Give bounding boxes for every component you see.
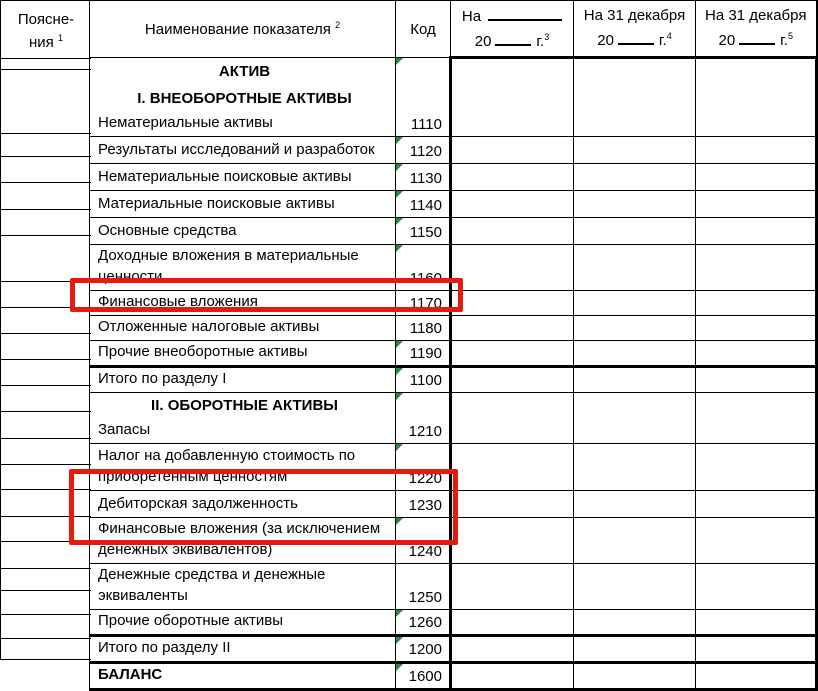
- code-cell: 1160: [396, 245, 451, 291]
- section-header: АКТИВ: [218, 63, 271, 80]
- table-row: [90, 367, 817, 393]
- table-row: [90, 663, 817, 690]
- value-cell-col1[interactable]: [451, 137, 574, 164]
- grid-line: [1, 438, 91, 439]
- indicator-cell: [90, 58, 396, 137]
- value-cell-col1[interactable]: [451, 564, 574, 610]
- code-cell: 1600: [396, 663, 451, 690]
- date-footnote-mark: 4: [666, 31, 672, 41]
- grid-line: [1, 411, 91, 412]
- value-cell-col2[interactable]: [574, 636, 696, 663]
- indicator-cell: [90, 367, 396, 393]
- value-cell-col1[interactable]: [451, 164, 574, 191]
- table-row: [90, 316, 817, 341]
- table-row: [90, 518, 817, 564]
- value-cell-col1[interactable]: [451, 316, 574, 341]
- value-cell-col3[interactable]: [696, 316, 817, 341]
- code-cell: 1210: [396, 393, 451, 444]
- value-cell-col1[interactable]: [451, 58, 574, 137]
- date-column-header: [451, 1, 574, 58]
- code-cell: 1180: [396, 316, 451, 341]
- date-header-line1: На 31 декабря: [583, 7, 686, 24]
- value-cell-col3[interactable]: [696, 636, 817, 663]
- row-label: Доходные вложения в материальные ценности: [98, 247, 359, 285]
- value-cell-col2[interactable]: [574, 564, 696, 610]
- value-cell-col3[interactable]: [696, 444, 817, 491]
- row-label: Запасы: [98, 421, 151, 438]
- code-cell: 1230: [396, 491, 451, 518]
- value-cell-col2[interactable]: [574, 491, 696, 518]
- section-header: I. ВНЕОБОРОТНЫЕ АКТИВЫ: [137, 90, 352, 107]
- grid-line: [1, 156, 91, 157]
- date-header-line2: 20 г.$^3$: [474, 31, 550, 50]
- date-column-header: [574, 1, 696, 58]
- table-row: [90, 491, 817, 518]
- value-cell-col2[interactable]: [574, 444, 696, 491]
- row-label: Материальные поисковые активы: [98, 195, 335, 212]
- grid-line: [1, 359, 91, 360]
- row-label: Нематериальные поисковые активы: [98, 168, 352, 185]
- explanations-header: [1, 1, 91, 58]
- value-cell-col3[interactable]: [696, 164, 817, 191]
- grid-line: [1, 133, 91, 134]
- row-label: Отложенные налоговые активы: [98, 318, 320, 335]
- indicator-cell: [90, 137, 396, 164]
- value-cell-col1[interactable]: [451, 393, 574, 444]
- explanations-column: [0, 0, 90, 660]
- table-row: [90, 341, 817, 367]
- row-label: БАЛАНС: [98, 666, 163, 683]
- grid-line: [1, 385, 91, 386]
- blank-underline: [488, 6, 562, 21]
- value-cell-col2[interactable]: [574, 316, 696, 341]
- value-cell-col3[interactable]: [696, 291, 817, 316]
- date-header-line1: На 31 декабря: [705, 7, 807, 24]
- table-row: [90, 291, 817, 316]
- row-label: Итого по разделу I: [98, 370, 227, 387]
- grid-line: [1, 489, 91, 490]
- indicator-cell: [90, 341, 396, 367]
- table-row: [90, 137, 817, 164]
- date-header-line2: 20 г.$^5$: [718, 31, 793, 49]
- value-cell-col2[interactable]: [574, 58, 696, 137]
- grid-line: [1, 464, 91, 465]
- indicator-cell: [90, 663, 396, 690]
- value-cell-col2[interactable]: [574, 610, 696, 636]
- table-row: [90, 218, 817, 245]
- value-cell-col1[interactable]: [451, 663, 574, 690]
- grid-line: [1, 235, 91, 236]
- value-cell-col2[interactable]: [574, 245, 696, 291]
- value-cell-col2[interactable]: [574, 218, 696, 245]
- code-cell: 1150: [396, 218, 451, 245]
- indicator-cell: [90, 245, 396, 291]
- value-cell-col2[interactable]: [574, 367, 696, 393]
- indicator-cell: [90, 218, 396, 245]
- date-footnote-mark: 5: [787, 31, 793, 41]
- date-header-line1: На: [451, 6, 573, 27]
- value-cell-col2[interactable]: [574, 663, 696, 690]
- row-label: Налог на добавленную стоимость по приобретенным ценностям: [98, 447, 356, 485]
- value-cell-col1[interactable]: [451, 245, 574, 291]
- value-cell-col3[interactable]: [696, 518, 817, 564]
- code-cell: 1240: [396, 518, 451, 564]
- table-row: [90, 610, 817, 636]
- row-label: Прочие внеоборотные активы: [98, 343, 308, 360]
- indicator-cell: [90, 316, 396, 341]
- grid-line: [1, 568, 91, 569]
- value-cell-col1[interactable]: [451, 291, 574, 316]
- value-cell-col1[interactable]: [451, 218, 574, 245]
- row-label: Нематериальные активы: [98, 114, 273, 131]
- indicator-cell: [90, 610, 396, 636]
- code-cell: 1220: [396, 444, 451, 491]
- grid-line: [1, 281, 91, 282]
- value-cell-col2[interactable]: [574, 164, 696, 191]
- grid-line: [1, 333, 91, 334]
- value-cell-col3[interactable]: [696, 663, 817, 690]
- indicator-cell: [90, 444, 396, 491]
- code-cell: 1110: [396, 58, 451, 137]
- value-cell-col1[interactable]: [451, 636, 574, 663]
- code-cell: 1100: [396, 367, 451, 393]
- indicator-cell: [90, 191, 396, 218]
- date-header-line2: 20 г.$^4$: [597, 31, 672, 49]
- value-cell-col1[interactable]: [451, 444, 574, 491]
- grid-line: [1, 182, 91, 183]
- grid-line: [1, 307, 91, 308]
- section-header: II. ОБОРОТНЫЕ АКТИВЫ: [151, 397, 338, 414]
- value-cell-col3[interactable]: [696, 245, 817, 291]
- indicator-cell: [90, 564, 396, 610]
- explanations-header-line1: Поясне-: [17, 11, 75, 28]
- value-cell-col3[interactable]: [696, 367, 817, 393]
- row-label: Финансовые вложения: [98, 293, 258, 310]
- value-cell-col3[interactable]: [696, 58, 817, 137]
- value-cell-col3[interactable]: [696, 393, 817, 444]
- row-label: Итого по разделу II: [98, 639, 231, 656]
- grid-line: [1, 58, 91, 59]
- value-cell-col2[interactable]: [574, 341, 696, 367]
- row-label: Основные средства: [98, 222, 237, 239]
- row-label: Финансовые вложения (за исключением денежных эквивалентов): [98, 520, 381, 558]
- value-cell-col1[interactable]: [451, 610, 574, 636]
- value-cell-col1[interactable]: [451, 367, 574, 393]
- value-cell-col3[interactable]: [696, 610, 817, 636]
- table-row: [90, 564, 817, 610]
- grid-line: [1, 69, 91, 70]
- indicator-cell: [90, 164, 396, 191]
- indicator-cell: [90, 291, 396, 316]
- grid-line: [1, 590, 91, 591]
- value-cell-col1[interactable]: [451, 491, 574, 518]
- table-row: [90, 58, 817, 137]
- blank-underline: [739, 30, 775, 45]
- indicator-cell: [90, 491, 396, 518]
- value-cell-col3[interactable]: [696, 191, 817, 218]
- code-cell: 1140: [396, 191, 451, 218]
- table-row: [90, 444, 817, 491]
- grid-line: [1, 516, 91, 517]
- value-cell-col1[interactable]: [451, 191, 574, 218]
- indicator-header-label: Наименование показателя: [144, 21, 331, 38]
- date-column-header: [696, 1, 817, 58]
- code-cell: 1200: [396, 636, 451, 663]
- value-cell-col3[interactable]: [696, 341, 817, 367]
- code-cell: 1250: [396, 564, 451, 610]
- code-cell: 1170: [396, 291, 451, 316]
- value-cell-col3[interactable]: [696, 564, 817, 610]
- code-cell: 1190: [396, 341, 451, 367]
- blank-underline: [618, 30, 654, 45]
- blank-underline: [495, 31, 531, 46]
- table-row: [90, 393, 817, 444]
- grid-line: [1, 659, 91, 660]
- balance-table: [89, 0, 818, 691]
- indicator-cell: [90, 518, 396, 564]
- grid-line: [1, 638, 91, 639]
- explanations-footnote-mark: 1: [57, 33, 63, 43]
- indicator-cell: [90, 393, 396, 444]
- grid-line: [1, 209, 91, 210]
- table-row: [90, 245, 817, 291]
- value-cell-col2[interactable]: [574, 137, 696, 164]
- value-cell-col2[interactable]: [574, 393, 696, 444]
- value-cell-col3[interactable]: [696, 137, 817, 164]
- grid-line: [1, 541, 91, 542]
- code-cell: 1260: [396, 610, 451, 636]
- row-label: Прочие оборотные активы: [98, 612, 283, 629]
- row-label: Результаты исследований и разработок: [98, 141, 375, 158]
- explanations-header-line2: ния: [29, 34, 54, 51]
- value-cell-col1[interactable]: [451, 341, 574, 367]
- value-cell-col2[interactable]: [574, 291, 696, 316]
- indicator-cell: [90, 636, 396, 663]
- indicator-header: [90, 1, 396, 58]
- date-footnote-mark: 3: [544, 31, 550, 42]
- row-label: Дебиторская задолженность: [98, 495, 298, 512]
- table-row: [90, 636, 817, 663]
- code-cell: 1120: [396, 137, 451, 164]
- code-header: Код: [396, 1, 451, 58]
- value-cell-col2[interactable]: [574, 518, 696, 564]
- value-cell-col1[interactable]: [451, 518, 574, 564]
- row-label: Денежные средства и денежные эквиваленты: [98, 566, 326, 604]
- table-row: [90, 164, 817, 191]
- header-row: [90, 1, 817, 58]
- value-cell-col2[interactable]: [574, 191, 696, 218]
- value-cell-col3[interactable]: [696, 491, 817, 518]
- indicator-footnote-mark: 2: [335, 20, 341, 30]
- value-cell-col3[interactable]: [696, 218, 817, 245]
- grid-line: [1, 614, 91, 615]
- table-row: [90, 191, 817, 218]
- code-cell: 1130: [396, 164, 451, 191]
